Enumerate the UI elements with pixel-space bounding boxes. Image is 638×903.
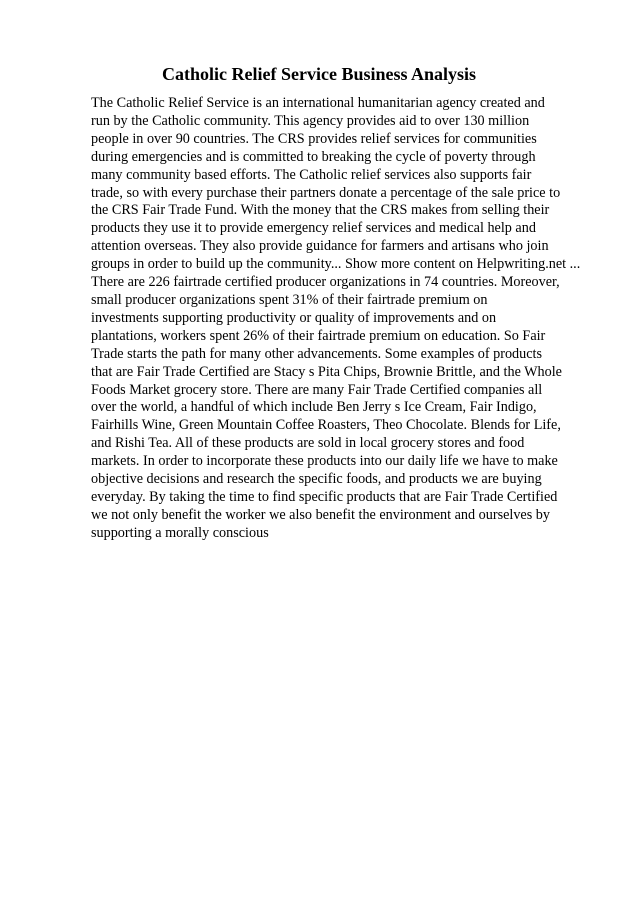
text-line: we not only benefit the worker we also benefit the environment and ourselves by: [91, 506, 550, 523]
text-line: plantations, workers spent 26% of their fairtrade premium on education. So Fair: [91, 327, 546, 344]
text-line: small producer organizations spent 31% of their fairtrade premium on: [91, 291, 488, 308]
text-line: groups in order to build up the community... Show more content on Helpwriting.net ...: [91, 256, 581, 273]
text-line: supporting a morally conscious: [91, 524, 269, 541]
text-line: during emergencies and is committed to breaking the cycle of poverty through: [91, 148, 536, 165]
text-line: that are Fair Trade Certified are Stacy s Pita Chips, Brownie Brittle, and the Whole: [91, 363, 562, 380]
text-line: attention overseas. They also provide guidance for farmers and artisans who join: [91, 238, 549, 255]
text-line: and Rishi Tea. All of these products are sold in local grocery stores and food: [91, 435, 525, 452]
body-paragraph: [91, 95, 611, 543]
text-line: people in over 90 countries. The CRS provides relief services for communities: [91, 130, 537, 147]
text-line: The Catholic Relief Service is an international humanitarian agency created and: [91, 95, 545, 111]
text-line: many community based efforts. The Catholic relief services also supports fair: [91, 166, 532, 183]
text-line: everyday. By taking the time to find specific products that are Fair Trade Certified: [91, 488, 558, 505]
text-line: the CRS Fair Trade Fund. With the money that the CRS makes from selling their: [91, 202, 550, 219]
text-line: There are 226 fairtrade certified producer organizations in 74 countries. Moreover,: [91, 274, 560, 291]
text-line: objective decisions and research the specific foods, and products we are buying: [91, 471, 542, 488]
text-line: Trade starts the path for many other advancements. Some examples of products: [91, 345, 542, 362]
text-line: Foods Market grocery store. There are many Fair Trade Certified companies all: [91, 381, 543, 398]
text-line: run by the Catholic community. This agency provides aid to over 130 million: [91, 112, 530, 129]
text-line: products they use it to provide emergency relief services and medical help and: [91, 220, 536, 237]
text-line: Fairhills Wine, Green Mountain Coffee Roasters, Theo Chocolate. Blends for Life,: [91, 417, 561, 434]
text-line: investments supporting productivity or quality of improvements and on: [91, 309, 497, 326]
text-line: markets. In order to incorporate these products into our daily life we have to make: [91, 453, 558, 470]
page-title: Catholic Relief Service Business Analysis: [162, 64, 476, 84]
text-line: trade, so with every purchase their partners donate a percentage of the sale price to: [91, 184, 561, 201]
text-line: over the world, a handful of which include Ben Jerry s Ice Cream, Fair Indigo,: [91, 399, 537, 416]
